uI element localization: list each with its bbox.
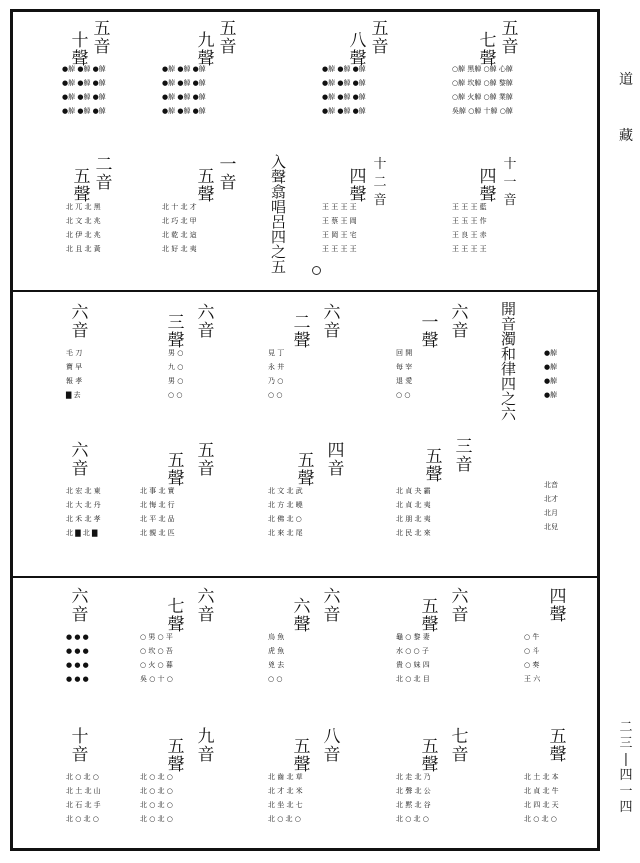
page-number [618,720,634,816]
heading-group: 十 音 [71,727,89,765]
circle-mark [312,266,321,275]
book-label [618,72,634,144]
rhyme-cell: 毛 刀 寶 早 報 孝 ▇ 去 [66,349,83,399]
page-number-char: 一 [619,784,633,799]
rhyme-cell: 北 走 北 乃 北 聲 北 公 北 黙 北 谷 北 ○ 北 ○ [396,773,431,823]
page-number-char: 三 [619,736,633,751]
rhyme-cell: ●䑲 ●䑲 ●䑲 ●䑲 ●䑲 ●䑲 ●䑲 ●䑲 ●䑲 ●䑲 ●䑲 ●䑲 [62,65,106,115]
rhyme-cell: 見 丁 永 井 乃 ○ ○ ○ [268,349,285,399]
heading-group: 六 音 [71,587,89,625]
section-title: 開音濁和律四之六 [499,301,517,421]
rhyme-cell: 北 宏 北 東 北 大 北 丹 北 禾 北 孝 北 ▇ 北 ▇ [66,487,101,537]
rhyme-cell: ●䑲 ●䑲 ●䑲 ●䑲 [544,349,558,399]
section-divider [10,576,600,578]
rhyme-cell: 北 文 北 武 北 方 北 曉 北 佛 北 ○ 北 來 北 尾 [268,487,303,537]
rhyme-cell: 北 土 北 本 北 貞 北 牛 北 四 北 天 北 ○ 北 ○ [524,773,559,823]
rhyme-cell: 北音 北才 北月 北兒 [544,481,558,531]
rhyme-cell: 王 王 王 王 王 蔡 王 岡 王 岡 王 宅 王 王 王 王 [322,203,357,253]
rhyme-cell: 回 開 每 宰 退 愛 ○ ○ [396,349,413,399]
rhyme-cell: ●䑲 ●䑲 ●䑲 ●䑲 ●䑲 ●䑲 ●䑲 ●䑲 ●䑲 ●䑲 ●䑲 ●䑲 [322,65,366,115]
page-frame [10,9,600,851]
rhyme-cell: 北 事 北 實 北 悔 北 行 北 平 北 品 北 親 北 匹 [140,487,175,537]
rhyme-cell: 男 ○ 九 ○ 男 ○ ○ ○ [168,349,184,399]
page-number-char: 四 [619,800,633,815]
rhyme-cell: ○䑲 黑䑲 ○䑲 心䑲 ○䑲 坎䑲 ○䑲 黎䑲 ○䑲 火䑲 ○䑲 業䑲 吳䑲 ○䑲 十䑲 ○䑲 [452,65,513,115]
heading-group: 六 音 [71,441,89,479]
heading-group: 五聲 [549,727,567,765]
rhyme-cell: 北 貞 夬 霸 北 貞 北 夷 北 朋 北 夷 北 民 北 來 [396,487,431,537]
heading-group: 六 音 [71,303,89,341]
rhyme-cell: ○ 牛 ○ 斗 ○ 奏 王 六 [524,633,541,683]
section-divider [10,290,600,292]
page-number-char: 四 [619,768,633,783]
rhyme-cell: 北 十 北 才 北 巧 北 甲 北 乾 北 這 北 好 北 夷 [162,203,197,253]
heading-group: 四聲 [549,587,567,625]
book-label-char: 道 [619,72,633,88]
book-label-char: 藏 [619,128,633,144]
rhyme-cell: 北 齒 北 草 北 才 北 米 北 坐 北 七 北 ○ 北 ○ [268,773,303,823]
page-number-char: | [623,752,629,767]
rhyme-cell: ● ● ● ● ● ● ● ● ● ● ● ● [66,633,89,683]
rhyme-cell: 王 王 王 藍 王 玉 王 作 王 良 王 赤 王 王 王 王 [452,203,487,253]
rhyme-cell: 北 ○ 北 ○ 北 ○ 北 ○ 北 ○ 北 ○ 北 ○ 北 ○ [140,773,173,823]
page-number-char: 二 [619,720,633,735]
section-title: 入聲翕唱呂四之五 [269,154,287,274]
rhyme-cell: ●䑲 ●䑲 ●䑲 ●䑲 ●䑲 ●䑲 ●䑲 ●䑲 ●䑲 ●䑲 ●䑲 ●䑲 [162,65,206,115]
rhyme-cell: 龜 ○ 黎 妻 水 ○ ○ 子 貴 ○ 妹 四 北 ○ 北 目 [396,633,430,683]
rhyme-cell: 北 兀 北 黑 北 文 北 兆 北 伊 北 兆 北 且 北 黃 [66,203,101,253]
rhyme-cell: ○ 男 ○ 平 ○ 坎 ○ 吾 ○ 火 ○ 暮 吳 ○ 十 ○ [140,633,173,683]
rhyme-cell: 烏 魚 虎 魚 兇 去 ○ ○ [268,633,285,683]
rhyme-cell: 北 ○ 北 ○ 北 土 北 山 北 石 北 手 北 ○ 北 ○ [66,773,101,823]
